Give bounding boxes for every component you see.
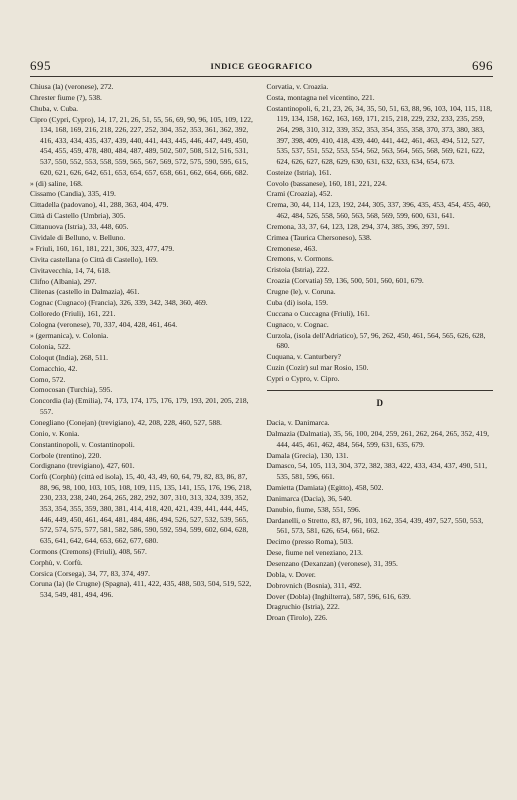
index-entry: Crimea (Taurica Chersoneso), 538. bbox=[266, 232, 372, 242]
index-entry: Coruna (la) (le Crugne) (Spagna), 411, 422, 435, 488, 503, 504, 519, 522, 534, 549, 481, 494, 496. bbox=[30, 579, 252, 599]
index-entry: Comocosan (Turchia), 595. bbox=[30, 385, 113, 395]
index-entry: Cremona, 33, 37, 64, 123, 128, 294, 374, 385, 396, 397, 591. bbox=[266, 221, 450, 231]
index-entry: Damasco, 54, 105, 113, 304, 372, 382, 383, 422, 433, 434, 437, 490, 511, 535, 581, 596, 661. bbox=[266, 461, 487, 482]
index-entry: Cuccana o Cuccagna (Friuli), 161. bbox=[266, 308, 370, 318]
index-entry: Cugnaco, v. Cognac. bbox=[266, 319, 329, 329]
index-entry: Danubio, fiume, 538, 551, 596. bbox=[266, 504, 361, 514]
index-entry: Cividale di Belluno, v. Belluno. bbox=[30, 232, 126, 242]
index-entry: Cypri o Cypro, v. Cipro. bbox=[266, 373, 340, 383]
index-entry: Costantinopoli, 6, 21, 23, 26, 34, 35, 50, 51, 63, 88, 96, 103, 104, 115, 118, 119, 134, 158, 162, 163, 169, 171, 215, 218, 229, 232, 233, 235, 259, 264, 298, 310, 312, 339, 352, 353, 354, 355, 358, 370, 373, 380, 383, 397, 398, 409, 410, 418, 439, 440, 441, 442, 461, 463, 494, 512, 527, 535, 537, 551, 552, 553, 554, 562, 563, 564, 565, 568, 569, 621, 622, 624, 626, 627, 628, 629, 630, 631, 632, 633, 634, 654, 673. bbox=[266, 103, 492, 166]
index-entry: Chiusa (la) (veronese), 272. bbox=[30, 82, 114, 91]
index-entry: Cuquana, v. Canturbery? bbox=[266, 352, 341, 362]
index-entry: Colloredo (Friuli), 161, 221. bbox=[30, 309, 116, 319]
index-entry: Cuzin (Cozir) sul mar Rosio, 150. bbox=[266, 363, 369, 373]
index-entry: Conegliano (Conejan) (trevigiano), 42, 208, 228, 460, 527, 588. bbox=[30, 417, 222, 427]
index-entry: » Friuli, 160, 161, 181, 221, 306, 323, 477, 479. bbox=[30, 243, 175, 253]
index-entry: Chuba, v. Cuba. bbox=[30, 103, 79, 113]
index-entry: Croazia (Corvatia) 59, 136, 500, 501, 560, 601, 679. bbox=[266, 276, 424, 286]
index-entry: Comacchio, 42. bbox=[30, 363, 78, 373]
running-title: INDICE GEOGRAFICO bbox=[210, 61, 313, 71]
index-entry: Corfù (Corphù) (città ed isola), 15, 40, 43, 49, 60, 64, 79, 82, 83, 86, 87, 88, 96, 98, 100, 103, 105, 108, 109, 115, 135, 141, 155, 176, 196, 218, 230, 233, 238, 240, 264, 265, 282, 292, 307, 310, 313, 324, 339, 352, 353, 354, 355, 359, 380, 381, 414, 418, 420, 421, 439, 441, 444, 445, 446, 449, 450, 461, 464, 481, 484, 486, 494, 526, 527, 532, 539, 565, 572, 574, 575, 577, 581, 582, 586, 590, 592, 594, 599, 602, 604, 628, 635, 641, 642, 644, 653, 662, 677, 680. bbox=[30, 472, 252, 545]
index-entry: Cuba (di) isola, 159. bbox=[266, 298, 328, 308]
index-entry: Desenzano (Dexanzan) (veronese), 31, 395. bbox=[266, 558, 398, 568]
left-column bbox=[30, 82, 257, 624]
index-entry: Dardanelli, o Stretto, 83, 87, 96, 103, 162, 354, 439, 497, 527, 550, 553, 561, 573, 581, 626, 654, 661, 662. bbox=[266, 515, 484, 536]
index-entry: Crugne (le), v. Coruna. bbox=[266, 287, 336, 297]
right-column-c-entries bbox=[267, 82, 494, 385]
index-entry: Corsica (Corsega), 34, 77, 83, 374, 497. bbox=[30, 568, 150, 578]
index-entry: Decimo (presso Roma), 503. bbox=[266, 537, 353, 547]
index-entry: Corbole (trentino), 220. bbox=[30, 450, 102, 460]
index-entry: Crema, 30, 44, 114, 123, 192, 244, 305, 337, 396, 435, 453, 454, 455, 460, 462, 484, 526, 558, 560, 563, 568, 569, 599, 600, 631, 641. bbox=[266, 200, 491, 220]
index-entry: Cittadella (padovano), 41, 288, 363, 404, 479. bbox=[30, 200, 169, 210]
index-entry: Covolo (bassanese), 160, 181, 221, 224. bbox=[266, 178, 387, 188]
right-page-number: 696 bbox=[472, 58, 493, 73]
index-entry: Curzola, (isola dell'Adriatico), 57, 96, 262, 450, 461, 564, 565, 626, 628, 680. bbox=[266, 330, 486, 351]
index-entry: Crami (Croazia), 452. bbox=[266, 189, 333, 199]
index-entry: Civitavecchia, 14, 74, 618. bbox=[30, 265, 111, 275]
section-rule bbox=[267, 390, 494, 391]
index-entry: Conio, v. Konia. bbox=[30, 428, 80, 438]
index-entry: Cologna (veronese), 70, 337, 404, 428, 461, 464. bbox=[30, 320, 178, 330]
index-entry: Dragruchio (Istria), 222. bbox=[266, 602, 340, 612]
index-entry: Corphù, v. Corfù. bbox=[30, 557, 83, 567]
right-column bbox=[267, 82, 494, 624]
index-entry: Colonia, 522. bbox=[30, 341, 71, 351]
index-entry: Damietta (Damiata) (Egitto), 458, 502. bbox=[266, 482, 384, 492]
section-letter-d: D bbox=[376, 397, 383, 408]
index-entry: Clitenas (castello in Dalmazia), 461. bbox=[30, 287, 140, 297]
index-entry: Dalmazia (Dalmatia), 35, 56, 100, 204, 259, 261, 262, 264, 265, 352, 419, 444, 445, 461, 462, 484, 564, 599, 631, 635, 679. bbox=[266, 429, 489, 449]
index-entry: » (germanica), v. Colonia. bbox=[30, 331, 109, 340]
index-entry: Danimarca (Dacia), 36, 540. bbox=[266, 493, 352, 503]
index-entry: Damala (Grecia), 130, 131. bbox=[266, 450, 349, 460]
index-entry: Città di Castello (Umbria), 305. bbox=[30, 211, 126, 221]
index-entry: Cremons, v. Cormons. bbox=[266, 254, 334, 264]
index-entry: Civita castellana (o Città di Castello), 169. bbox=[30, 254, 158, 264]
index-entry: Dover (Dobla) (Inghilterra), 587, 596, 616, 639. bbox=[266, 591, 411, 601]
index-entry: Cognac (Cugnaco) (Francia), 326, 339, 342, 348, 360, 469. bbox=[30, 298, 208, 308]
right-column-d-entries bbox=[267, 418, 494, 624]
index-entry: Cristoia (Istria), 222. bbox=[266, 265, 330, 275]
index-entry: Dese, fiume nel veneziano, 213. bbox=[266, 547, 363, 557]
left-page-number: 695 bbox=[30, 58, 51, 73]
index-entry: Cissamo (Candia), 335, 419. bbox=[30, 189, 116, 199]
index-entry: Chrester fiume (?), 538. bbox=[30, 92, 102, 102]
index-entry: Clifno (Albania), 297. bbox=[30, 276, 97, 286]
index-columns bbox=[30, 82, 493, 624]
page-header bbox=[30, 56, 493, 77]
index-entry: » (di) saline, 168. bbox=[30, 178, 83, 188]
index-entry: Dobrovnich (Bosnia), 311, 492. bbox=[266, 580, 362, 590]
index-entry: Corvatia, v. Croazia. bbox=[266, 82, 329, 91]
index-entry: Cordignano (trevigiano), 427, 601. bbox=[30, 461, 135, 471]
index-entry: Como, 572. bbox=[30, 374, 66, 384]
index-entry: Cittanuova (Istria), 33, 448, 605. bbox=[30, 222, 129, 232]
index-entry: Coloqut (India), 268, 511. bbox=[30, 352, 109, 362]
index-entry: Concordia (la) (Emilia), 74, 173, 174, 175, 176, 179, 193, 201, 205, 218, 557. bbox=[30, 396, 249, 416]
index-entry: Cormons (Cremons) (Friuli), 408, 567. bbox=[30, 546, 147, 556]
index-entry: Cremonese, 463. bbox=[266, 243, 318, 253]
index-entry: Costa, montagna nel vicentino, 221. bbox=[266, 92, 375, 102]
index-entry: Cipro (Cypri, Cypro), 14, 17, 21, 26, 51, 55, 56, 69, 90, 96, 105, 109, 122, 134, 168, 169, 216, 218, 226, 227, 252, 304, 352, 353, 361, 362, 392, 416, 433, 434, 435, 437, 439, 440, 441, 443, 445, 446, 447, 449, 450, 454, 455, 459, 478, 480, 484, 487, 489, 502, 507, 508, 512, 516, 531, 537, 550, 552, 553, 558, 559, 565, 567, 569, 572, 575, 590, 595, 615, 620, 621, 626, 642, 651, 653, 654, 657, 658, 661, 662, 664, 666, 682. bbox=[30, 114, 253, 177]
index-entry: Dacia, v. Danimarca. bbox=[266, 418, 330, 428]
index-entry: Costeize (Istria), 161. bbox=[266, 167, 332, 177]
index-entry: Dobla, v. Dover. bbox=[266, 569, 316, 579]
index-entry: Droan (Tirolo), 226. bbox=[266, 613, 328, 623]
index-entry: Constantinopoli, v. Costantinopoli. bbox=[30, 439, 135, 449]
